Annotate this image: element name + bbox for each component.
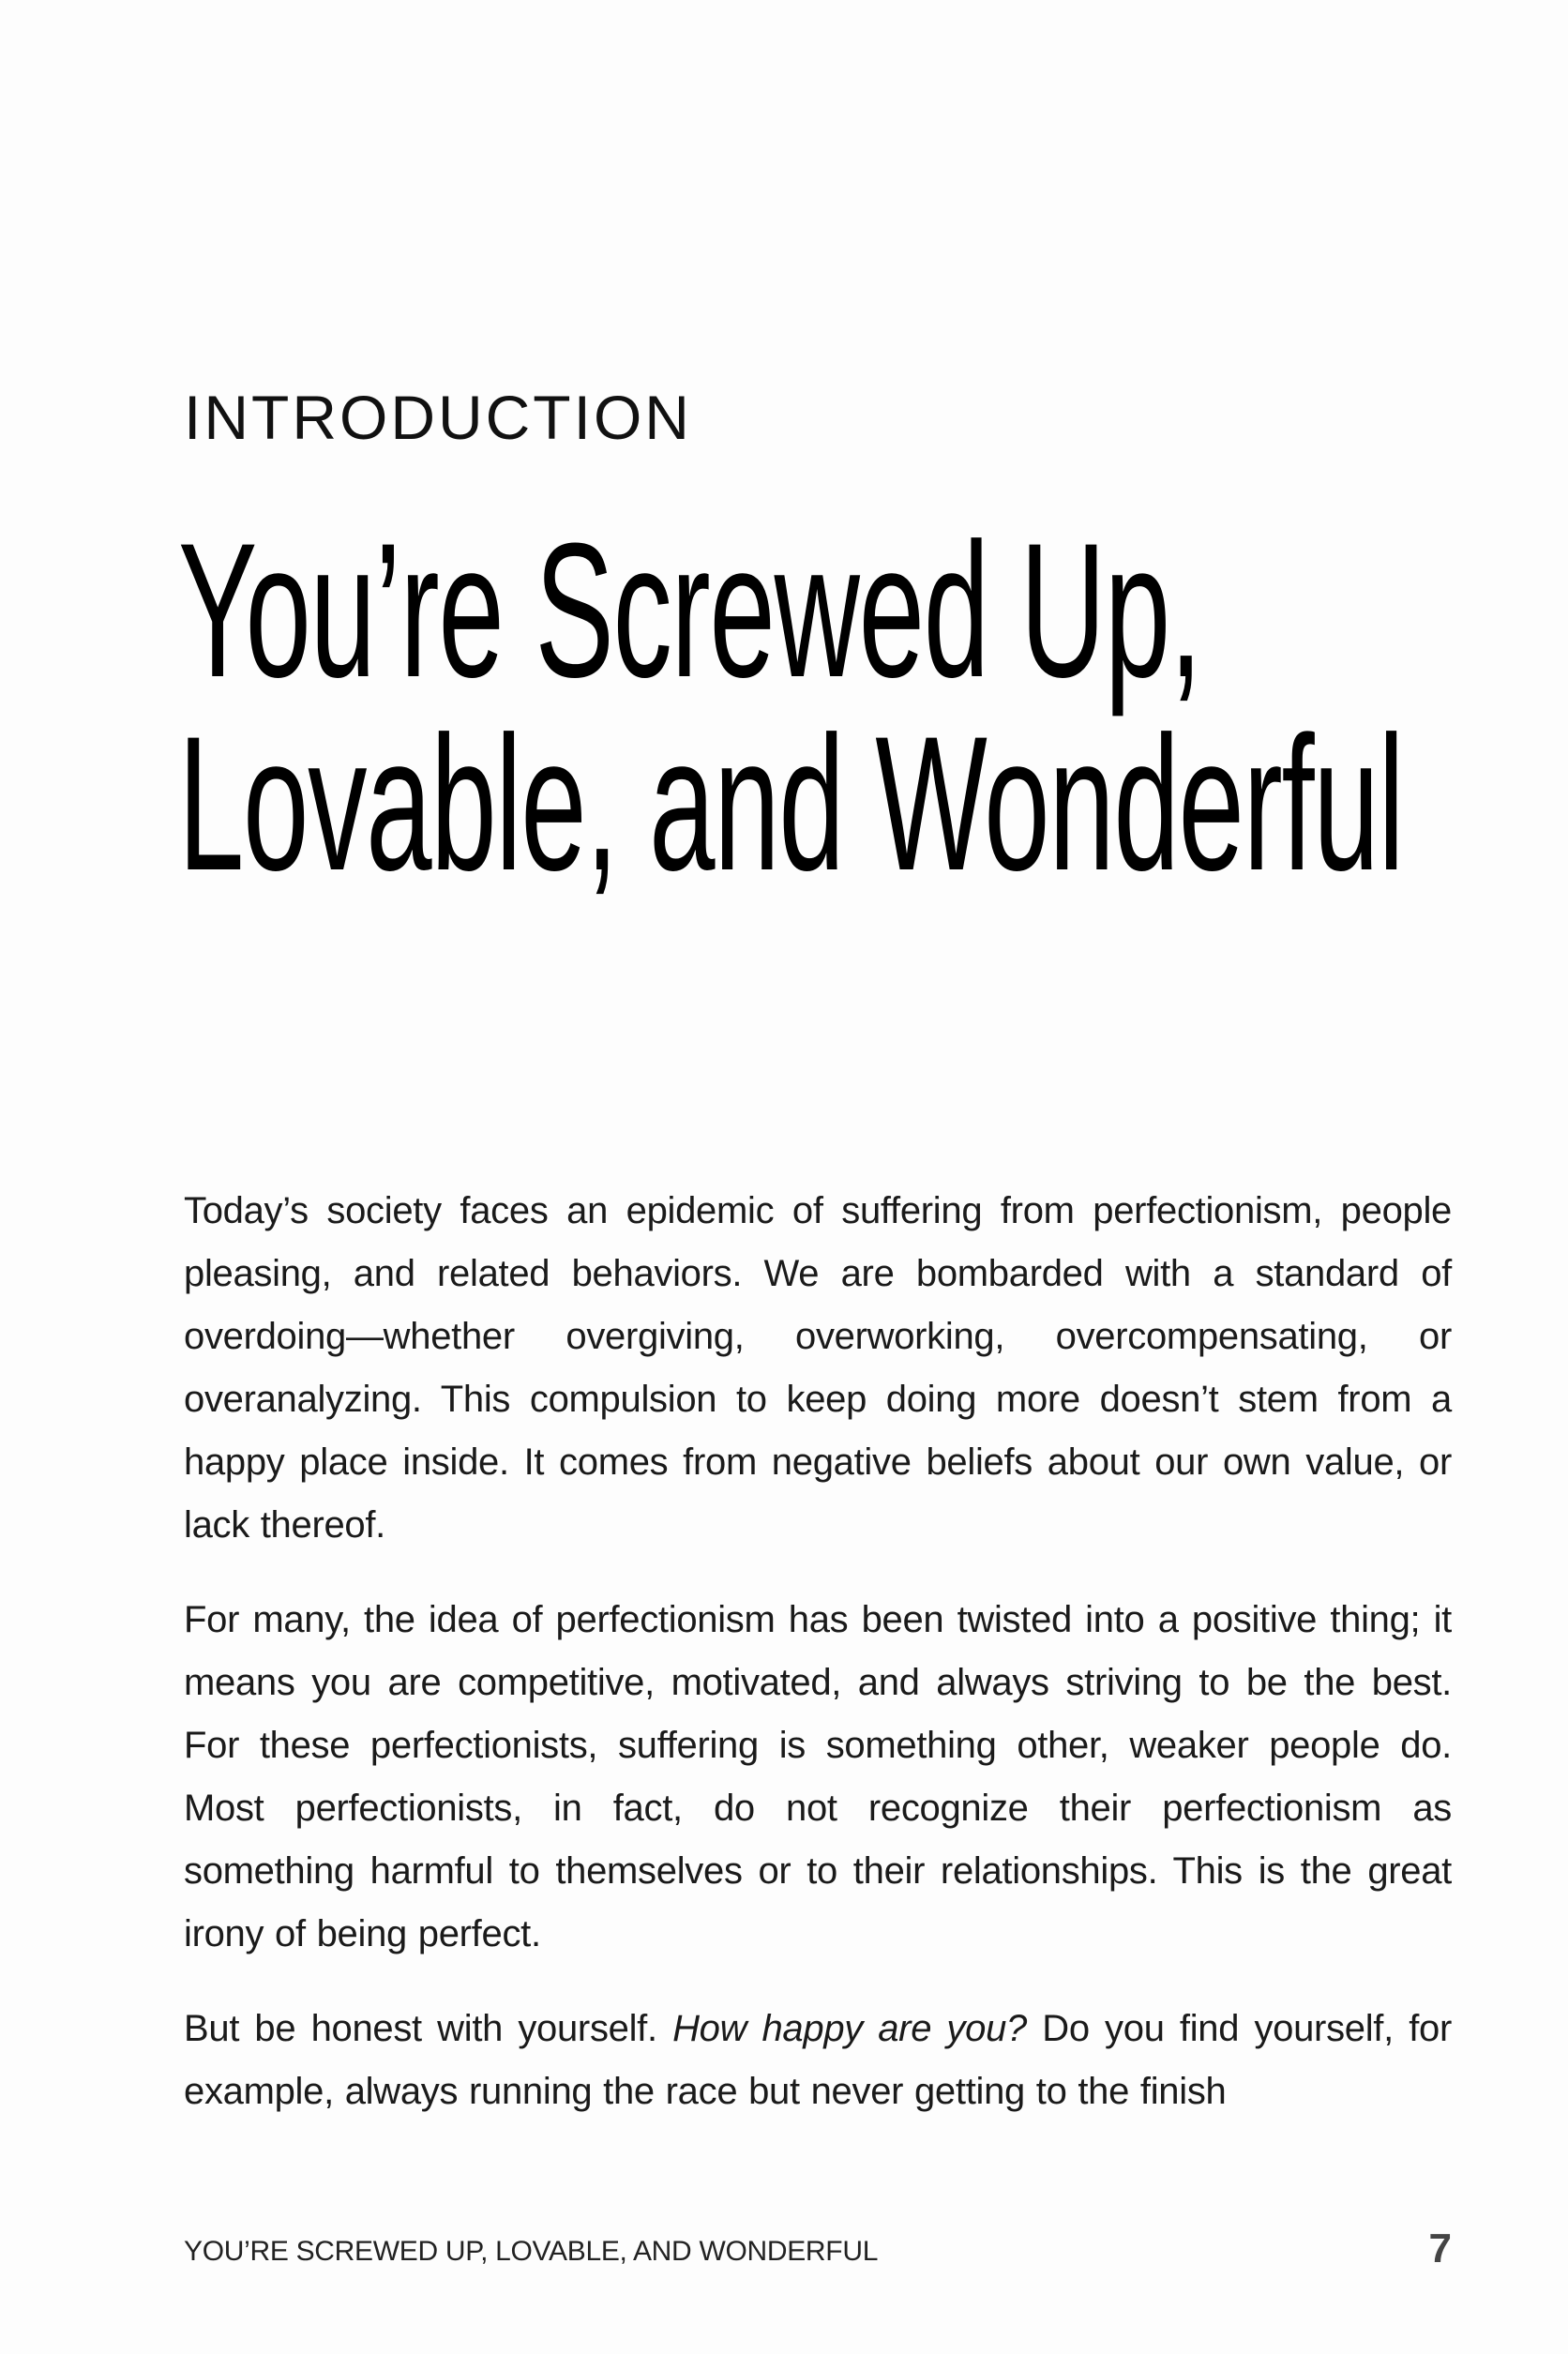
paragraph-3 <box>184 1998 1452 2123</box>
page-number: 7 <box>1428 2226 1452 2271</box>
running-footer-title: YOU’RE SCREWED UP, LOVABLE, AND WONDERFUL <box>184 2236 879 2267</box>
chapter-title-line-1: You’re Screwed Up, <box>178 504 1201 717</box>
paragraph-3-lead: But be honest with yourself. <box>184 2008 673 2049</box>
body-text <box>184 1180 1452 2155</box>
chapter-title-line-2: Lovable, and Wonderful <box>178 697 1404 911</box>
paragraph-1: Today’s society faces an epidemic of suffering from perfectionism, people pleasing, and related behaviors. We are bombarded with a standard of overdoing—whether overgiving, overworking, overcompensating, or overanalyzing. This compulsion to keep doing more doesn’t stem from a happy place inside. It comes from negative beliefs about our own value, or lack thereof. <box>184 1190 1452 1546</box>
paragraph-3-emphasis: How happy are you? <box>672 2008 1027 2049</box>
paragraph-2: For many, the idea of perfectionism has been twisted into a positive thing; it means you are competitive, motivated, and always striving to be the best. For these perfectionists, suffering is something other, weaker people do. Most perfectionists, in fact, do not recognize their perfectionism as something harmful to themselves or to their relationships. This is the great irony of being perfect. <box>184 1599 1452 1954</box>
paragraph-3-rest: Do you find yourself, for example, always running the race but never getting to the finish <box>184 2008 1452 2112</box>
chapter-label: INTRODUCTION <box>184 383 692 452</box>
chapter-title <box>178 504 1404 911</box>
